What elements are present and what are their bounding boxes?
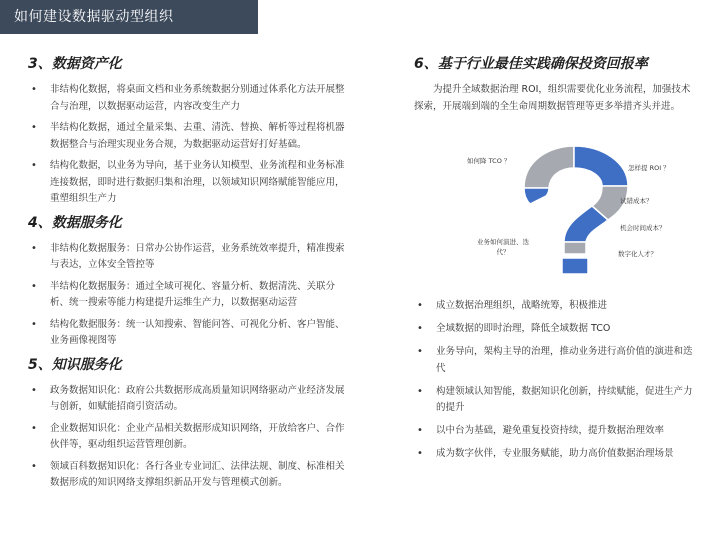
list-item: • 成立数据治理组织，战略统筹，积极推进 [414, 298, 698, 315]
list-item: • 构建领域认知智能，数据知识化创新，持续赋能，促进生产力的提升 [414, 384, 698, 417]
question-label: 业务如何演进、迭代？ [477, 238, 529, 256]
page-header [0, 0, 258, 34]
intro-paragraph: 为提升全域数据治理 ROI，组织需要优化业务流程，加强技术探索，开展端到端的全生命周期数据管理等更多举措齐头并进。 [414, 84, 691, 112]
list-item: • 非结构化数据，将桌面文档和业务系统数据分别通过体系化方法开展整合与治理，以数据驱动运营，内容改变生产力 [28, 82, 350, 115]
section-title: 4、数据服务化 [28, 214, 122, 231]
section-data-assetization [28, 54, 350, 208]
bullet-list [28, 82, 350, 208]
section-title: 5、知识服务化 [28, 356, 122, 373]
list-item: • 成为数字伙伴，专业服务赋能，助力高价值数据治理场景 [414, 446, 698, 463]
page-title: 如何建设数据驱动型组织 [14, 9, 174, 25]
bullet-list [28, 241, 350, 350]
list-item: • 结构化数据，以业务为导向，基于业务认知模型、业务流程和业务标准连接数据，即时进行数据归集和治理，以领域知识网络赋能智能应用，重塑组织生产力 [28, 158, 350, 208]
question-label: 怎样提 ROI ？ [628, 164, 670, 172]
bullet-list [414, 298, 698, 463]
list-item: • 以中台为基础，避免重复投资持续，提升数据治理效率 [414, 423, 698, 440]
question-label: 数字化人才？ [618, 250, 657, 258]
list-item: • 业务导向，架构主导的治理，推动业务进行高价值的演进和迭代 [414, 344, 698, 377]
right-bullet-section [414, 298, 698, 469]
list-item: • 全域数据的即时治理，降低全域数据 TCO [414, 321, 698, 338]
section-title: 6、基于行业最佳实践确保投资回报率 [414, 56, 648, 72]
question-label: 试错成本？ [620, 197, 653, 205]
section-title: 3、数据资产化 [28, 56, 122, 72]
question-label: 如何降 TCO ？ [467, 157, 511, 165]
left-column [28, 54, 350, 497]
bullet-list [28, 383, 350, 492]
section-knowledge-service [28, 355, 350, 492]
list-item: • 非结构化数据服务：日常办公协作运营，业务系统效率提升，精准搜索与表达，立体安全管控等 [28, 241, 350, 274]
list-item: • 政务数据知识化：政府公共数据形成高质量知识网络驱动产业经济发展与创新，如赋能招商引资活动。 [28, 383, 350, 416]
question-label: 机会时间成本？ [620, 224, 666, 232]
right-column [414, 54, 698, 115]
list-item: • 企业数据知识化：企业产品相关数据形成知识网络，开放给客户、合作伙伴等，驱动组织运营管理创新。 [28, 421, 350, 454]
list-item: • 半结构化数据，通过全量采集、去重、清洗、替换、解析等过程将机器数据整合与治理实现业务合规，为数据驱动运营好打好基础。 [28, 120, 350, 153]
list-item: • 半结构化数据服务：通过全域可视化、容量分析、数据清洗、关联分析、统一搜索等能力构建提升运维生产力，以数据驱动运营 [28, 279, 350, 312]
section-data-service [28, 213, 350, 350]
list-item: • 结构化数据服务：统一认知搜索、智能问答、可视化分析、客户智能、业务画像视图等 [28, 317, 350, 350]
list-item: • 领域百科数据知识化：各行各业专业词汇、法律法规、制度、标准相关数据形成的知识网络支撑组织新品开发与管理模式创新。 [28, 459, 350, 492]
